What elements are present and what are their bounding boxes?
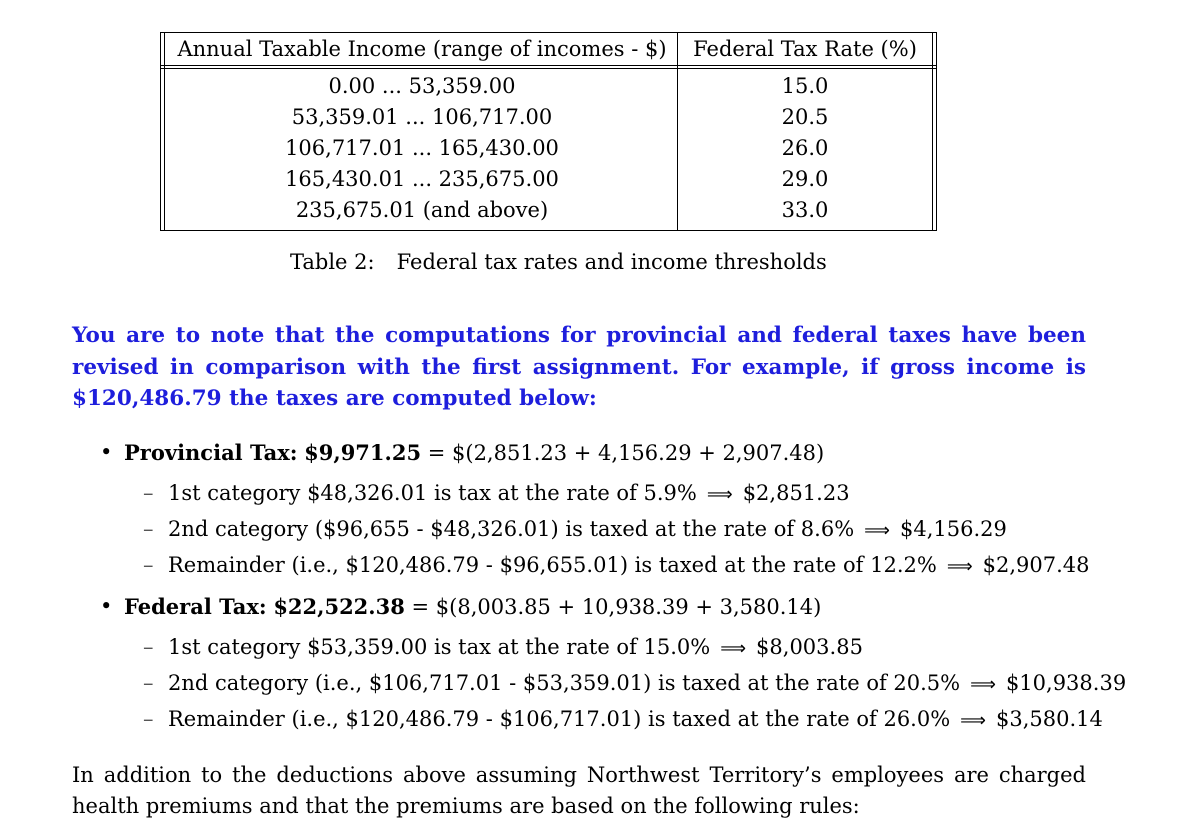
bullet-federal: • xyxy=(100,594,113,618)
table-row-rate: 15.0 xyxy=(781,74,829,98)
table-row-income: 53,359.01 ... 106,717.00 xyxy=(291,105,553,129)
table-caption-label: Table 2: xyxy=(290,250,375,274)
federal-item xyxy=(168,707,1103,731)
dash-provincial-2: – xyxy=(143,517,154,541)
table-row-income: 235,675.01 (and above) xyxy=(295,198,549,222)
provincial-item-result: $4,156.29 xyxy=(899,517,1007,541)
table-row-rate: 20.5 xyxy=(781,105,829,129)
implies-arrow-icon: ⟹ xyxy=(864,520,890,541)
provincial-tax-formula: = $(2,851.23 + 4,156.29 + 2,907.48) xyxy=(427,441,825,465)
dash-federal-1: – xyxy=(143,635,154,659)
federal-item xyxy=(168,635,863,659)
revision-note: You are to note that the computations for provincial and federal taxes have been revised in comparison with the first assignment. For example, if gross income is $120,486.79 the taxes are computed below: xyxy=(72,323,1086,411)
federal-item xyxy=(168,671,1126,695)
provincial-tax-label: Provincial Tax: xyxy=(124,440,298,465)
implies-arrow-icon: ⟹ xyxy=(960,710,986,731)
table-header-income: Annual Taxable Income (range of incomes - $) xyxy=(177,37,667,61)
provincial-item xyxy=(168,481,850,505)
implies-arrow-icon: ⟹ xyxy=(970,674,996,695)
provincial-item-result: $2,851.23 xyxy=(742,481,850,505)
table-border-right-inner xyxy=(932,33,933,230)
table-row-income: 0.00 ... 53,359.00 xyxy=(328,74,516,98)
table-row-rate: 26.0 xyxy=(781,136,829,160)
dash-federal-3: – xyxy=(143,707,154,731)
provincial-item-text: Remainder (i.e., $120,486.79 - $96,655.01) is taxed at the rate of 12.2% xyxy=(168,553,937,577)
dash-provincial-3: – xyxy=(143,553,154,577)
federal-tax-amount: $22,522.38 xyxy=(273,594,405,619)
provincial-tax-line xyxy=(124,440,824,465)
table-row-rate: 29.0 xyxy=(781,167,829,191)
table-row-rate: 33.0 xyxy=(781,198,829,222)
federal-item-result: $10,938.39 xyxy=(1005,671,1127,695)
table-header-divider-bottom xyxy=(161,68,936,69)
federal-item-result: $3,580.14 xyxy=(995,707,1103,731)
implies-arrow-icon: ⟹ xyxy=(946,556,973,577)
bullet-provincial: • xyxy=(100,440,113,464)
health-premium-intro: In addition to the deductions above assuming Northwest Territory’s employees are charged health premiums and that the premiums are based on the following rules: xyxy=(72,763,1086,818)
federal-item-text: 2nd category (i.e., $106,717.01 - $53,359.01) is taxed at the rate of 20.5% xyxy=(168,671,961,695)
table-header-rate: Federal Tax Rate (%) xyxy=(693,37,917,61)
provincial-item xyxy=(168,553,1090,577)
federal-item-text: 1st category $53,359.00 is tax at the rate of 15.0% xyxy=(168,635,711,659)
federal-tax-formula: = $(8,003.85 + 10,938.39 + 3,580.14) xyxy=(411,595,822,619)
table-row-income: 106,717.01 ... 165,430.00 xyxy=(285,136,559,160)
dash-federal-2: – xyxy=(143,671,154,695)
federal-tax-line xyxy=(124,594,821,619)
federal-tax-label: Federal Tax: xyxy=(124,594,267,619)
dash-provincial-1: – xyxy=(143,481,154,505)
table-row-income: 165,430.01 ... 235,675.00 xyxy=(285,167,559,191)
federal-tax-table xyxy=(160,32,937,231)
table-caption xyxy=(290,250,827,274)
table-border-left-inner xyxy=(164,33,165,230)
provincial-item-text: 2nd category ($96,655 - $48,326.01) is taxed at the rate of 8.6% xyxy=(168,517,855,541)
table-header-divider-top xyxy=(161,65,936,66)
federal-item-text: Remainder (i.e., $120,486.79 - $106,717.01) is taxed at the rate of 26.0% xyxy=(168,707,951,731)
table-caption-text: Federal tax rates and income thresholds xyxy=(396,250,827,274)
provincial-item-text: 1st category $48,326.01 is tax at the rate of 5.9% xyxy=(168,481,697,505)
provincial-item-result: $2,907.48 xyxy=(982,553,1090,577)
provincial-tax-amount: $9,971.25 xyxy=(304,440,422,465)
federal-item-result: $8,003.85 xyxy=(756,635,863,659)
provincial-item xyxy=(168,517,1007,541)
implies-arrow-icon: ⟹ xyxy=(706,484,733,505)
implies-arrow-icon: ⟹ xyxy=(720,638,747,659)
table-column-divider xyxy=(677,33,678,230)
